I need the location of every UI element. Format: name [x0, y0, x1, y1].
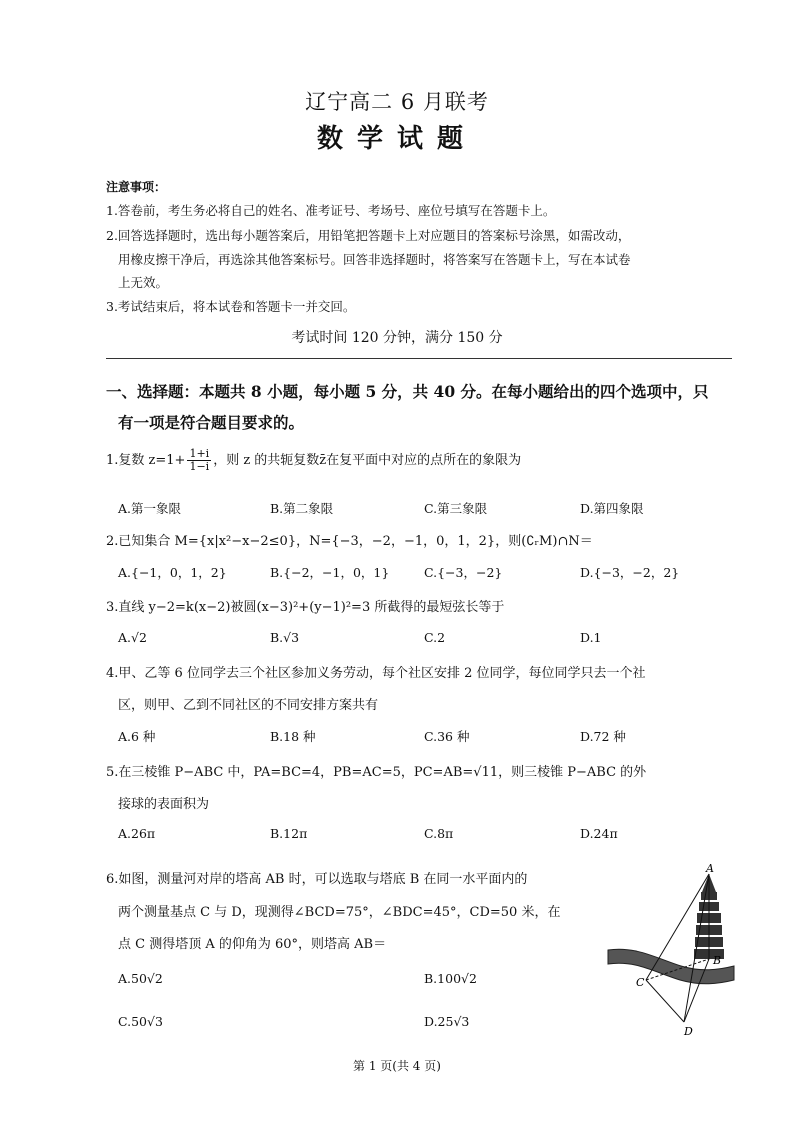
q5-option-b: B.12π [270, 826, 308, 841]
q1-option-c: C.第三象限 [424, 501, 488, 516]
section-heading-cont: 有一项是符合题目要求的。 [118, 413, 305, 432]
exam-title: 辽宁高二 6 月联考 [305, 90, 489, 114]
question-2-stem: 2.已知集合 M={x|x²−x−2≤0}，N={−3，−2，−1，0，1，2}，则(∁ᵣM)∩N＝ [106, 534, 593, 549]
q6-option-d: D.25√3 [424, 1014, 470, 1029]
label-b: B [713, 954, 722, 967]
label-d: D [684, 1025, 693, 1038]
q2-option-d: D.{−3，−2，2} [580, 565, 680, 580]
question-6-stem: 6.如图，测量河对岸的塔高 AB 时，可以选取与塔底 B 在同一水平面内的 [106, 872, 528, 887]
q6-option-c: C.50√3 [118, 1014, 163, 1029]
q2-option-b: B.{−2，−1，0，1} [270, 565, 390, 580]
q4-option-b: B.18 种 [270, 729, 316, 744]
page-footer: 第 1 页(共 4 页) [353, 1059, 441, 1073]
question-6-stem-cont: 两个测量基点 C 与 D，现测得∠BCD=75°，∠BDC=45°，CD=50 米，在 [118, 905, 561, 920]
line-ad [684, 874, 709, 1022]
question-1-stem [106, 448, 521, 473]
q5-option-a: A.26π [118, 826, 156, 841]
notice-heading: 注意事项： [106, 180, 167, 194]
q3-option-c: C.2 [424, 630, 446, 645]
question-5-stem-cont: 接球的表面积为 [118, 797, 210, 812]
q1-option-d: D.第四象限 [580, 501, 644, 516]
divider [106, 358, 732, 359]
q1-option-b: B.第二象限 [270, 501, 334, 516]
question-3-stem: 3.直线 y−2=k(x−2)被圆(x−3)²+(y−1)²=3 所截得的最短弦长等于 [106, 600, 505, 615]
q3-option-a: A.√2 [118, 630, 147, 645]
label-c: C [636, 976, 645, 989]
notice-item-2-cont: 用橡皮擦干净后，再选涂其他答案标号。回答非选择题时，将答案写在答题卡上，写在本试卷 [118, 252, 631, 267]
q4-option-d: D.72 种 [580, 729, 626, 744]
section-heading: 一、选择题：本题共 8 小题，每小题 5 分，共 40 分。在每小题给出的四个选项中，只 [106, 382, 709, 401]
question-1-lead: 1.复数 z=1+ [106, 453, 186, 468]
question-6-stem-end: 点 C 测得塔顶 A 的仰角为 60°，则塔高 AB＝ [118, 937, 387, 952]
question-4-stem-cont: 区，则甲、乙到不同社区的不同安排方案共有 [118, 698, 379, 713]
q4-option-a: A.6 种 [118, 729, 156, 744]
question-4-stem: 4.甲、乙等 6 位同学去三个社区参加义务劳动，每个社区安排 2 位同学，每位同学只去一个社 [106, 666, 646, 681]
fraction-numerator: 1+i [189, 447, 210, 460]
tower-figure [606, 862, 736, 1040]
q5-option-c: C.8π [424, 826, 454, 841]
exam-time: 考试时间 120 分钟，满分 150 分 [291, 330, 503, 346]
q1-option-a: A.第一象限 [118, 501, 182, 516]
question-1-tail: ，则 z 的共轭复数z̄在复平面中对应的点所在的象限为 [213, 453, 522, 468]
q3-option-d: D.1 [580, 630, 602, 645]
notice-item-1: 1.答卷前，考生务必将自己的姓名、准考证号、考场号、座位号填写在答题卡上。 [106, 203, 556, 218]
q6-option-a: A.50√2 [118, 971, 163, 986]
q4-option-c: C.36 种 [424, 729, 470, 744]
q3-option-b: B.√3 [270, 630, 300, 645]
question-5-stem: 5.在三棱锥 P−ABC 中，PA=BC=4，PB=AC=5，PC=AB=√11，则三棱锥 P−ABC 的外 [106, 765, 647, 780]
subject-title: 数学试题 [316, 124, 477, 154]
question-1-fraction [187, 448, 211, 473]
line-cd [646, 980, 684, 1022]
label-a: A [706, 862, 714, 875]
notice-item-2: 2.回答选择题时，选出每小题答案后，用铅笔把答题卡上对应题目的答案标号涂黑，如需改动， [106, 228, 631, 243]
notice-item-2-end: 上无效。 [118, 275, 169, 290]
q5-option-d: D.24π [580, 826, 618, 841]
q2-option-a: A.{−1，0，1，2} [118, 565, 227, 580]
q6-option-b: B.100√2 [424, 971, 477, 986]
notice-item-3: 3.考试结束后，将本试卷和答题卡一并交回。 [106, 299, 356, 314]
q2-option-c: C.{−3，−2} [424, 565, 503, 580]
fraction-denominator: 1−i [189, 460, 210, 473]
